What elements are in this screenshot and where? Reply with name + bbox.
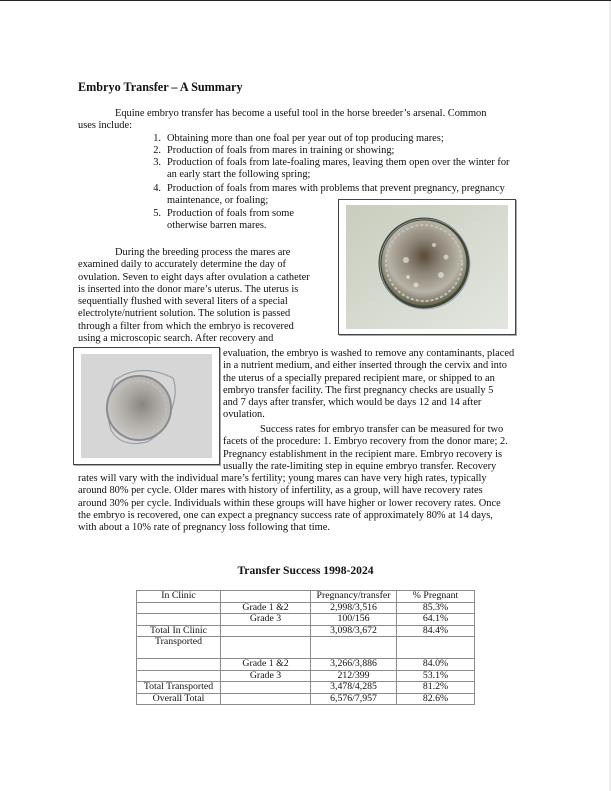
process-paragraph: During the breeding process the mares are examined daily to accurately determine the day of ovulation. Seven to eight days after ovulation a catheter is inserted into the donor mare’s uterus. The uterus is sequentially flushed with several liters of a special electrolyte/nutrient solution. The solution is passed through a filter from which the embryo is recovered using a microscopic search. After recovery and xyxy=(78,247,310,345)
table-cell: 84.4% xyxy=(397,625,475,637)
table-cell: Transported xyxy=(137,637,221,659)
success-paragraph: Success rates for embryo transfer can be measured for two facets of the procedure: 1. Embryo recovery from the donor mare; 2. Pregnancy establishment in the recipient mare. Embryo recovery is usually the rate-limiting step in equine embryo transfer. Recovery xyxy=(223,424,508,472)
table-row xyxy=(137,693,475,705)
table-cell: Grade 3 xyxy=(221,670,311,682)
table-cell xyxy=(311,637,397,659)
table-cell: 82.6% xyxy=(397,693,475,705)
embryo-image-1 xyxy=(338,199,516,335)
table-row xyxy=(137,614,475,626)
table-row xyxy=(137,591,475,603)
table-cell: 84.0% xyxy=(397,659,475,671)
table-cell xyxy=(137,602,221,614)
table-cell: 3,098/3,672 xyxy=(311,625,397,637)
table-header-cell: In Clinic xyxy=(137,591,221,603)
table-cell: Grade 1 &2 xyxy=(221,659,311,671)
table-cell: 100/156 xyxy=(311,614,397,626)
intro-paragraph xyxy=(78,108,486,133)
table-cell xyxy=(397,637,475,659)
table-cell: 64.1% xyxy=(397,614,475,626)
table-row xyxy=(137,659,475,671)
table-header-cell: % Pregnant xyxy=(397,591,475,603)
table-cell: 53.1% xyxy=(397,670,475,682)
embryo-photo-round xyxy=(346,205,508,329)
page-top-border xyxy=(0,0,611,1)
embryo-photo-capsule xyxy=(81,354,212,458)
table-title: Transfer Success 1998-2024 xyxy=(237,564,374,577)
table-cell xyxy=(221,625,311,637)
embryo-image-2 xyxy=(73,347,220,465)
table-cell: Grade 1 &2 xyxy=(221,602,311,614)
table-row xyxy=(137,637,475,659)
intro-line: uses include: xyxy=(78,120,132,132)
document-title: Embryo Transfer – A Summary xyxy=(78,80,243,94)
table-cell xyxy=(137,614,221,626)
table-row xyxy=(137,602,475,614)
table-row xyxy=(137,670,475,682)
table-row xyxy=(137,682,475,694)
table-cell xyxy=(221,637,311,659)
table-cell xyxy=(221,682,311,694)
transfer-success-table xyxy=(136,590,475,705)
table-cell: 6,576/7,957 xyxy=(311,693,397,705)
table-cell xyxy=(137,670,221,682)
table-cell: Total In Clinic xyxy=(137,625,221,637)
table-cell xyxy=(137,659,221,671)
table-cell xyxy=(221,693,311,705)
table-cell: 3,266/3,886 xyxy=(311,659,397,671)
table-header-cell xyxy=(221,591,311,603)
table-cell: 3,478/4,285 xyxy=(311,682,397,694)
table-cell: 81.2% xyxy=(397,682,475,694)
table-cell: 85.3% xyxy=(397,602,475,614)
table-header-cell: Pregnancy/transfer xyxy=(311,591,397,603)
table-cell: Total Transported xyxy=(137,682,221,694)
intro-line: Equine embryo transfer has become a useful tool in the horse breeder’s arsenal. Common xyxy=(115,108,487,119)
table-row xyxy=(137,625,475,637)
success-paragraph-continued: rates will vary with the individual mare’s fertility; young mares can have very high rates, typically around 80% per cycle. Older mares with history of infertility, as a group, will have recovery rates around 30% per cycle. Individuals within these groups will have higher or lower recovery rates. Once the embryo is recovered, one can expect a pregnancy success rate of approximately 80% at 14 days, with about a 10% rate of pregnancy loss following that time. xyxy=(78,473,501,534)
table-cell: 2,998/3,516 xyxy=(311,602,397,614)
table-cell: Overall Total xyxy=(137,693,221,705)
process-paragraph-continued: evaluation, the embryo is washed to remove any contaminants, placed in a nutrient medium, and either inserted through the cervix and into the uterus of a specially prepared recipient mare, or shipped to an embryo transfer facility. The first pregnancy checks are usually 5 and 7 days after transfer, which would be days 12 and 14 after ovulation. xyxy=(223,348,515,421)
table-cell: Grade 3 xyxy=(221,614,311,626)
table-cell: 212/399 xyxy=(311,670,397,682)
